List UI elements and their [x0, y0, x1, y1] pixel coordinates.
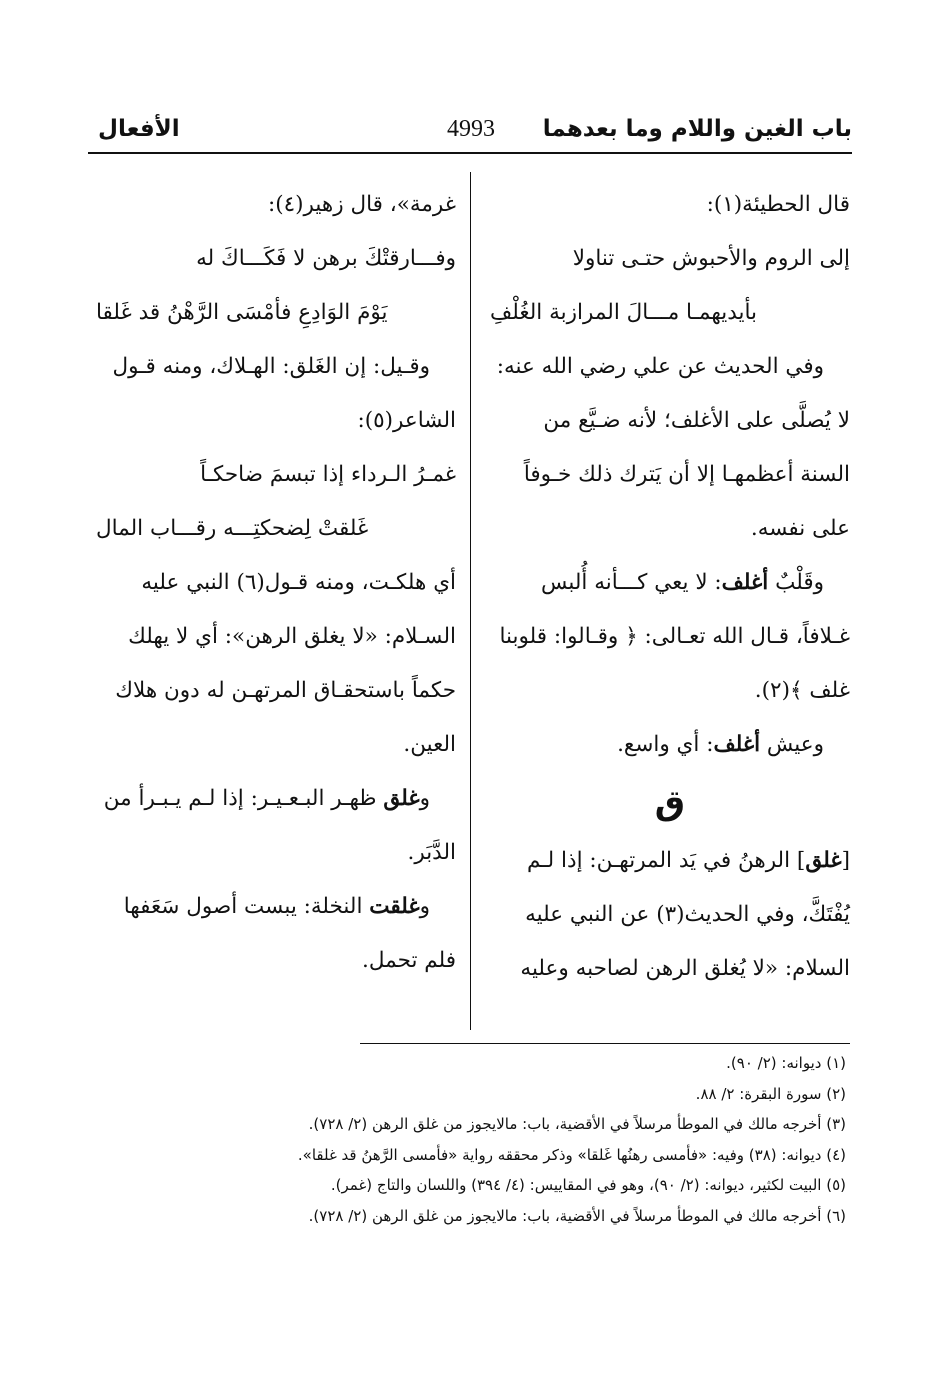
headword: أغلف [721, 570, 769, 595]
headword: غلق [805, 848, 842, 873]
verse-line: يَوْمَ الوَادِعِ فأمْسَى الرَّهْنُ قد غَلقا [96, 300, 388, 325]
text-line [490, 556, 850, 610]
text-run: ظهـر البـعـيـر: إذا لـم يـبـرأ من [103, 786, 384, 811]
text-line: السنة أعظمهـا إلا أن يَترك ذلك خـوفاً [523, 462, 850, 487]
text-line: وفي الحديث عن علي رضي الله عنه: [496, 354, 824, 379]
chapter-title: باب الغين واللام وما بعدهما [542, 116, 852, 142]
text-run: [ [841, 848, 850, 873]
text-line: فلم تحمل. [362, 948, 456, 973]
text-run: : أي واسع. [617, 732, 714, 757]
section-letter-heading: ق [654, 783, 686, 823]
text-run: و [419, 894, 430, 919]
headword: أغلف [713, 732, 761, 757]
text-run: وعيش [760, 732, 824, 757]
footnote-rule [360, 1043, 850, 1044]
text-line: قال الحطيئة(١): [706, 192, 850, 217]
text-line [490, 718, 850, 772]
text-line [96, 880, 456, 934]
text-line: حكماً باستحقـاق المرتهـن له دون هلاك [115, 678, 456, 703]
footnote: (١) ديوانه: (٢/ ٩٠). [726, 1054, 846, 1072]
headword: غلق [383, 786, 420, 811]
footnote: (٥) البيت لكثير، ديوانه: (٢/ ٩٠)، وهو في المقاييس: (٤/ ٣٩٤) واللسان والتاج (غمر). [330, 1176, 846, 1194]
text-run: وقَلْبٌ [768, 570, 824, 595]
section-title: الأفعال [98, 116, 180, 142]
page-number: 4993 [447, 116, 495, 142]
text-line [490, 834, 850, 888]
text-run: النخلة: يبست أصول سَعَفها [123, 894, 370, 919]
text-line: غرمة»، قال زهير(٤): [267, 192, 456, 217]
text-line: لا يُصلَّى على الأغلف؛ لأنه ضـيَّع من [543, 408, 850, 433]
text-line: غلف ﴾(٢). [754, 678, 850, 703]
left-column [96, 178, 456, 988]
page-header [90, 112, 852, 152]
headword: غلقت [369, 894, 420, 919]
text-line: السـلام: «لا يغلق الرهن»: أي لا يهلك [128, 624, 456, 649]
text-line: الشاعر(٥): [357, 408, 456, 433]
verse-line: وفـــارقتْكَ برهن لا فَكَـــاكَ له [196, 246, 456, 271]
verse-line: غمـرُ الـرداء إذا تبسمَ ضاحكـاً [200, 462, 456, 487]
footnote: (٢) سورة البقرة: ٢/ ٨٨. [695, 1084, 846, 1103]
text-line: الدَّبَر. [407, 840, 456, 865]
text-line [96, 772, 456, 826]
footnote: (٦) أخرجه مالك في الموطأ مرسلاً في الأقضية، باب: مالايجوز من غلق الرهن (٢/ ٧٢٨). [308, 1206, 846, 1225]
right-column [490, 178, 850, 996]
text-run: ] الرهنُ في يَد المرتهـن: إذا لـم [527, 848, 806, 873]
text-line: على نفسه. [750, 516, 850, 541]
text-run: و [419, 786, 430, 811]
text-line: يُفْتَكَّ، وفي الحديث(٣) عن النبي عليه [525, 902, 850, 927]
footnote: (٣) أخرجه مالك في الموطأ مرسلاً في الأقضية، باب: مالايجوز من غلق الرهن (٢/ ٧٢٨). [308, 1115, 846, 1133]
text-run: : لا يعي كـــأنه أُلبس [540, 570, 722, 595]
verse-line: غَلقتْ لِضحكتِـــه رقـــاب المال [96, 516, 369, 541]
text-line: أي هلكـت، ومنه قـول(٦) النبي عليه [141, 570, 456, 595]
text-line: السلام: «لا يُغلق الرهن لصاحبه وعليه [520, 956, 850, 981]
verse-line: إلى الروم والأحبوش حتـى تناولا [572, 246, 850, 271]
text-line: العين. [403, 732, 456, 757]
text-line: غـلافاً، قـال الله تعـالى: ﴿ وقـالوا: قلوبنا [499, 624, 850, 649]
footnotes [206, 1048, 846, 1231]
header-rule [88, 152, 852, 154]
text-line: وقـيل: إن الغَلق: الهـلاك، ومنه قـول [112, 354, 430, 379]
footnote: (٤) ديوانه: (٣٨) وفيه: «فأمسى رهنُها غَلقا» وذكر محققه رواية «فأمسى الرَّهنُ قد غلقا». [297, 1145, 846, 1164]
column-divider [470, 172, 471, 1030]
verse-line: بأيديهمـا مـــالَ المرازبة الغُلْفِ [490, 300, 758, 325]
